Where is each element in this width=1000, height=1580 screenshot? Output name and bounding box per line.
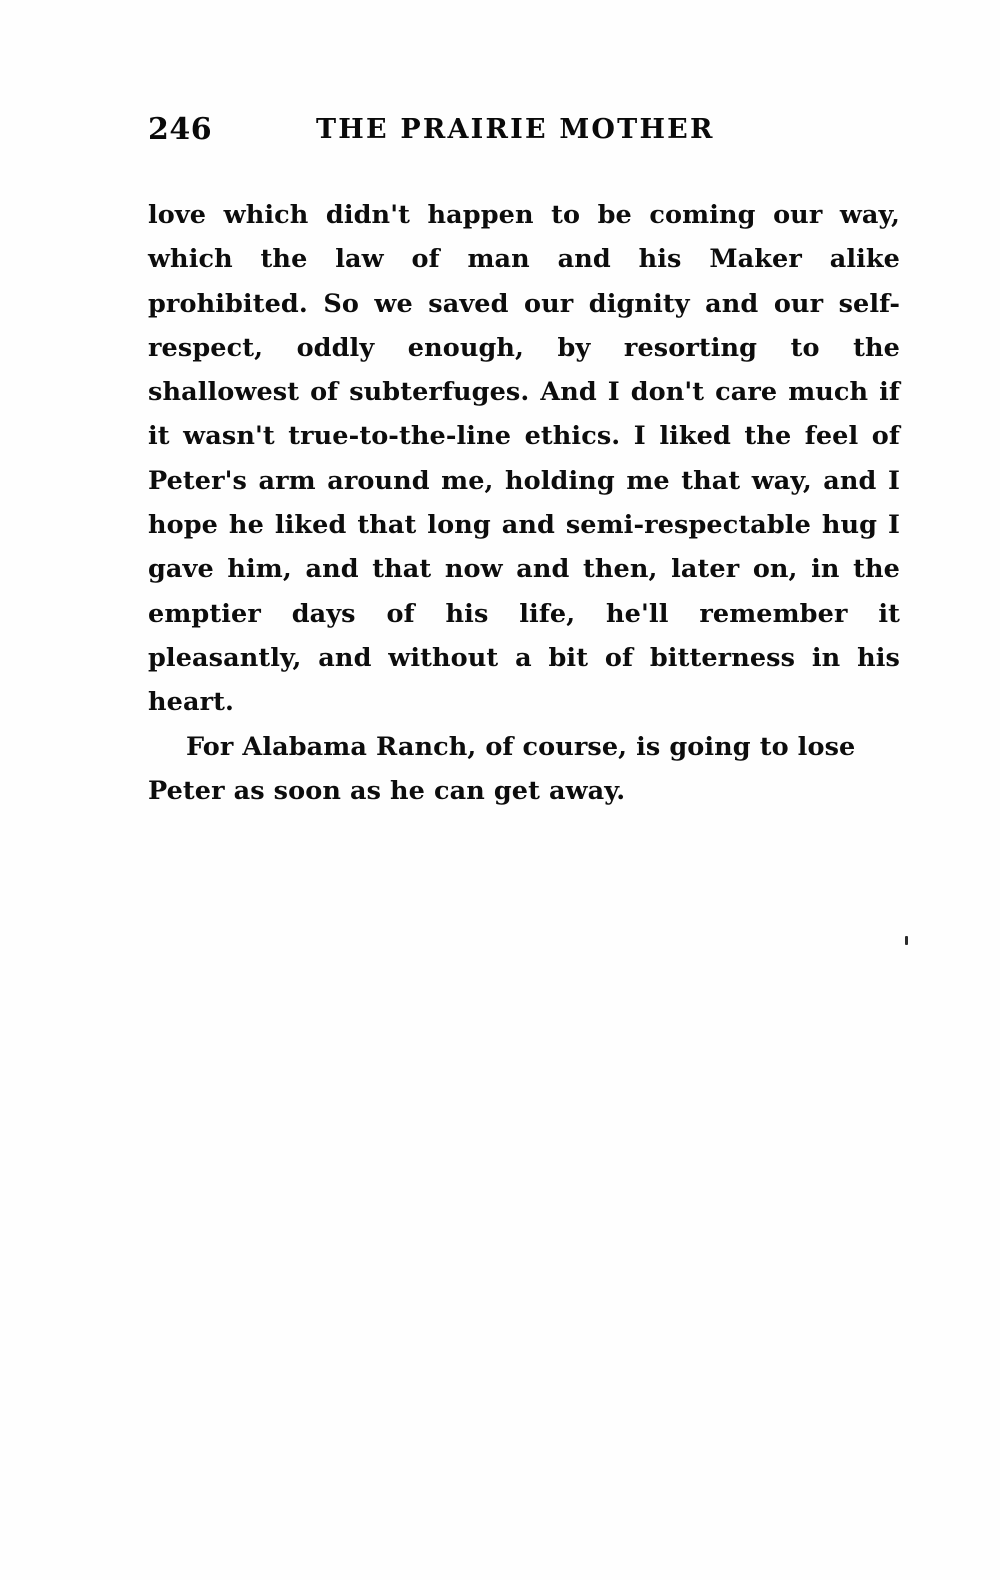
running-head-title: THE PRAIRIE MOTHER [316, 114, 715, 145]
page-speck-mark [905, 936, 908, 945]
paragraph-1: love which didn't happen to be coming our way, which the law of man and his Maker alike prohibited. So we saved our dignity and our self-respect, oddly enough, by resorting to the shallowest of subterfuges. And I don't care much if it wasn't true-to-the-line ethics. I liked the feel of Peter's arm around me, holding me that way, and I hope he liked that long and semi-respectable hug I gave him, and that now and then, later on, in the emptier days of his life, he'll remember it pleasantly, and without a bit of bitterness in his heart. [148, 200, 900, 718]
page-body-text [148, 193, 900, 813]
paragraph-2: For Alabama Ranch, of course, is going to lose Peter as soon as he can get away. [148, 731, 856, 806]
page-number: 246 [148, 112, 213, 147]
page-header [148, 112, 900, 152]
